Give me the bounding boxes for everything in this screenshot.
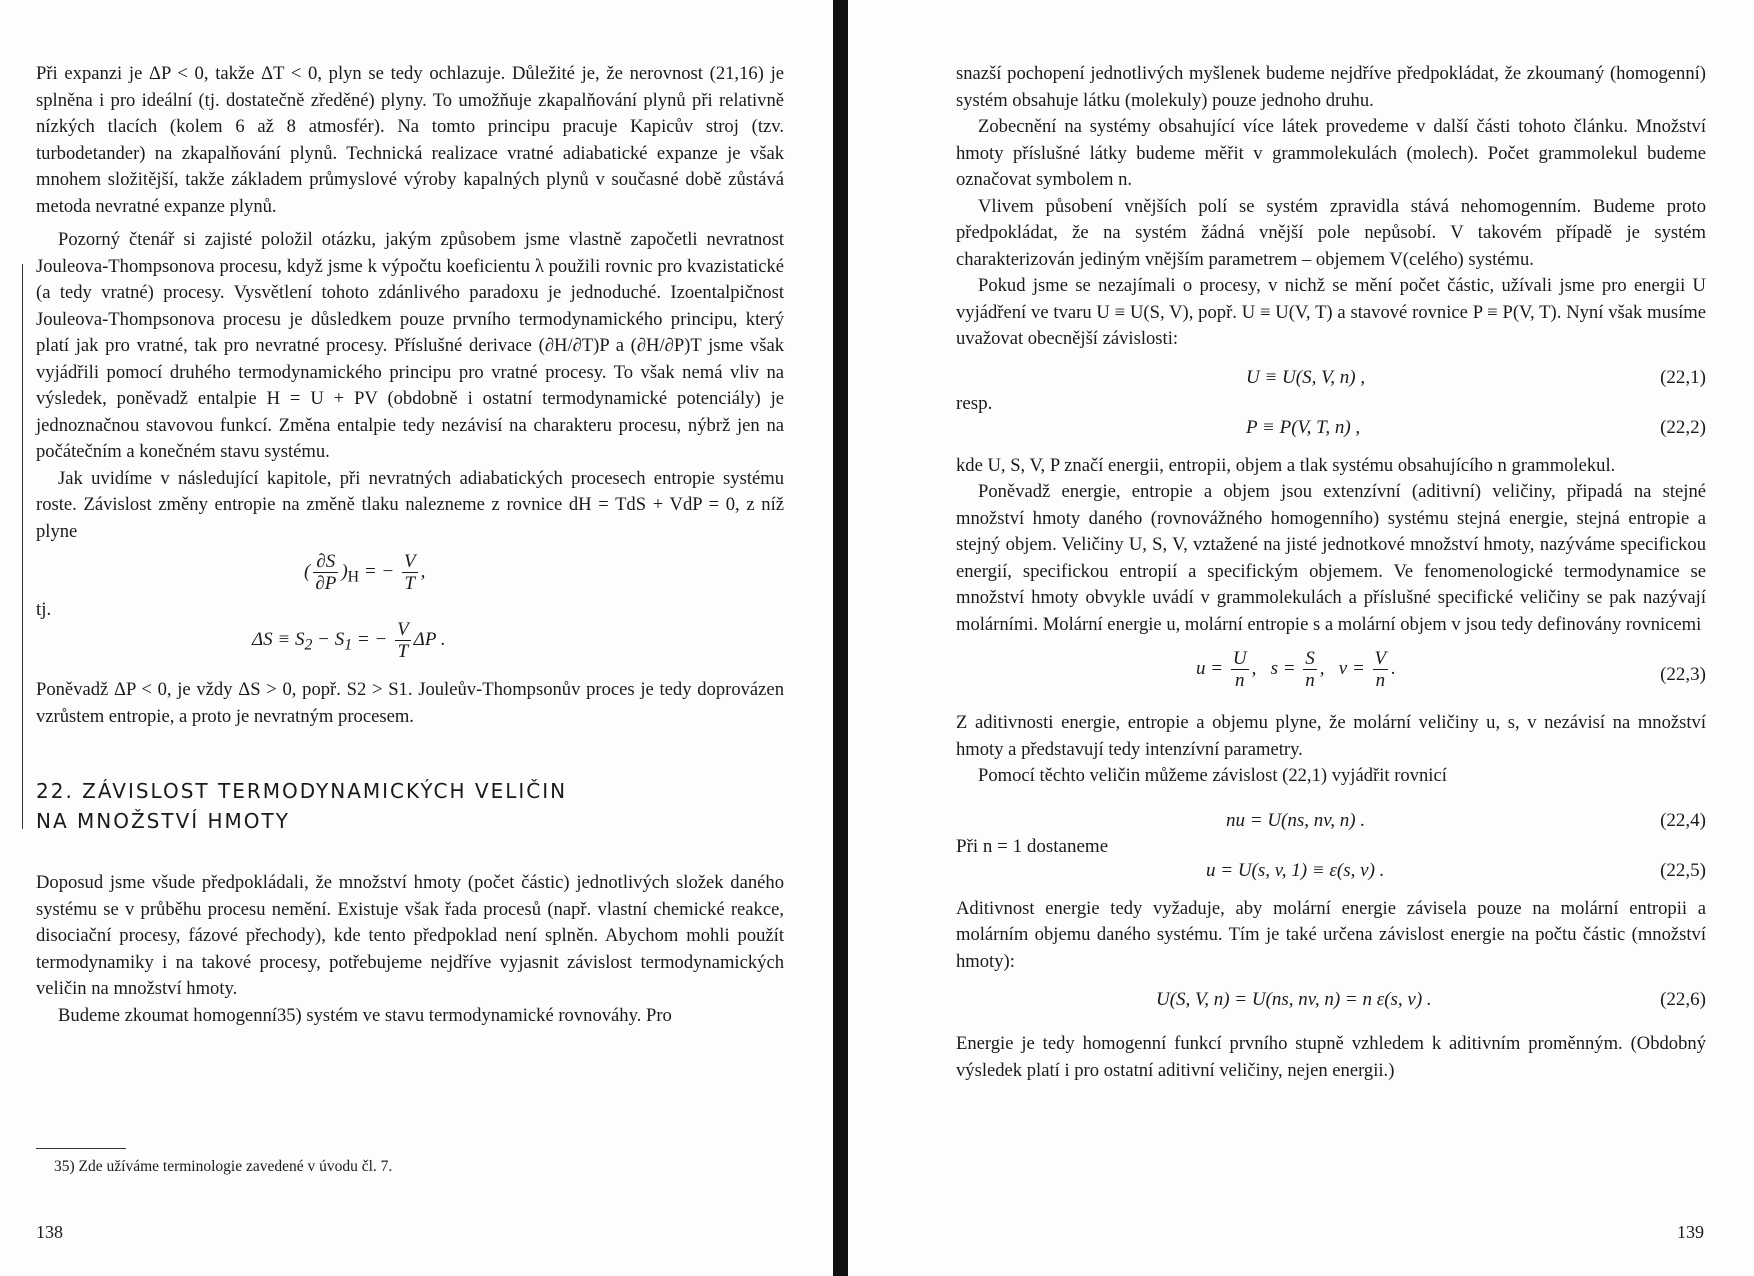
heading-line: 22. ZÁVISLOST TERMODYNAMICKÝCH VELIČIN xyxy=(36,779,568,803)
paragraph: Zobecnění na systémy obsahující více látek provedeme v další části tohoto článku. Množství hmoty příslušné látky budeme měřit v grammolekulách (molech). Počet grammolekul budeme označovat symbolem n. xyxy=(956,116,1706,190)
paragraph: Jak uvidíme v následující kapitole, při nevratných adiabatických procesech entropie systému roste. Závislost změny entropie na změně tlaku nalezneme z rovnice dH = TdS + VdP = 0, z níž plyne xyxy=(36,467,784,542)
paragraph: Pokud jsme se nezajímali o procesy, v nichž se mění počet částic, užívali jsme pro energii U vyjádření ve tvaru U ≡ U(S, V), popř. U ≡ U(V, T) a stavové rovnice P ≡ P(V, T). Nyní však musíme uvažovat obecnější závislosti: xyxy=(956,275,1706,349)
paragraph: Energie je tedy homogenní funkcí prvního stupně vzhledem k aditivním proměnným. (Obdobný výsledek platí i pro ostatní aditivní veličiny, nejen energii.) xyxy=(956,1033,1706,1081)
paragraph: Při expanzi je ΔP < 0, takže ΔT < 0, plyn se tedy ochlazuje. Důležité je, že nerovnost (21,16) je splněna i pro ideální (tj. dostatečně zředěné) plyny. To umožňuje zkapalňování plynů při relativně nízkých tlacích (kolem 6 až 8 atmosfér). Na tomto principu pracuje Kapicův stroj (tzv. turbodetander) na zkapalňování plynů. Technická realizace vratné adiabatické expanze je však mnohem složitější, takže základem průmyslové výroby kapalných plynů v současné době zůstává metoda nevratné expanze plynů. xyxy=(36,63,784,217)
pri-n-label: Při n = 1 dostaneme xyxy=(956,835,1109,857)
equation-number: (22,1) xyxy=(1660,366,1706,388)
equation-22-1 xyxy=(956,353,1706,403)
footnote-rule xyxy=(36,1148,126,1149)
paragraph: Poněvadž ΔP < 0, je vždy ΔS > 0, popř. S2 > S1. Jouleův-Thompsonův proces je tedy doprovázen vzrůstem entropie, a proto je nevratným procesem. xyxy=(36,679,784,727)
equation-delta-s: tj. $\Delta S \equiv S_2 - S_1$ = − $\frac{V}{T}$ ΔP . xyxy=(36,599,446,662)
equation-22-3: u = $\frac{U}{n}$ , s = $\frac{S}{n}$ , v = $\frac{V}{n}$ . (22,3) xyxy=(1196,648,1706,691)
equation-text: u = U(s, v, 1) ≡ ε(s, v) . xyxy=(1206,859,1385,881)
equation-22-6 xyxy=(956,975,1706,1031)
equation-number: (22,4) xyxy=(1660,809,1706,831)
right-page xyxy=(848,0,1754,1276)
paragraph: snazší pochopení jednotlivých myšlenek budeme nejdříve předpokládat, že zkoumaný (homogenní) systém obsahuje látku (molekuly) pouze jednoho druhu. xyxy=(956,63,1706,111)
page-number: 139 xyxy=(1677,1222,1704,1242)
equation-number: (22,2) xyxy=(1660,416,1706,438)
equation-number: (22,3) xyxy=(1660,664,1706,685)
left-page xyxy=(0,0,833,1276)
footnote: 35) Zde užíváme terminologie zavedené v úvodu čl. 7. xyxy=(54,1158,393,1175)
paragraph: Pomocí těchto veličin můžeme závislost (22,1) vyjádřit rovnicí xyxy=(978,765,1447,786)
margin-bar xyxy=(22,264,23,829)
equation-number: (22,6) xyxy=(1660,989,1706,1010)
equation-number: (22,5) xyxy=(1660,859,1706,881)
equation-text: U ≡ U(S, V, n) , xyxy=(1246,366,1366,388)
equation-entropy-derivative: ( $\frac{\partial S}{\partial P}$ )$_H$ = − $\frac{V}{T}$ , xyxy=(304,551,426,594)
page-number: 138 xyxy=(36,1222,63,1242)
paragraph: kde U, S, V, P značí energii, entropii, objem a tlak systému obsahujícího n grammolekul. xyxy=(956,454,1616,476)
resp-label: resp. xyxy=(956,392,993,414)
paragraph: Poněvadž energie, entropie a objem jsou extenzívní (aditivní) veličiny, připadá na stejné množství hmoty daného (rovnovážného homogenního) systému stejná energie, stejná entropie a stejný objem. Veličiny U, S, V, vztažené na jisté jednotkové množství hmoty, nazýváme specifickou energií, specifickou entropií a specifickým objemem. Ve fenomenologické termodynamice se množství hmoty obvykle uvádí v grammolekulách a příslušné specifické veličiny se pak nazývají molárními. Molární energie u, molární entropie s a molární objem v jsou tedy definovány rovnicemi xyxy=(956,481,1706,635)
paragraph: Budeme zkoumat homogenní35) systém ve stavu termodynamické rovnováhy. Pro xyxy=(58,1004,672,1026)
section-heading xyxy=(36,776,784,836)
tj-label: tj. xyxy=(36,599,52,620)
right-column xyxy=(956,61,1706,1084)
paragraph: Aditivnost energie tedy vyžaduje, aby molární energie závisela pouze na molární entropii a molárním objemu daného systému. Tím je také určena závislost energie na počtu částic (množství hmoty): xyxy=(956,897,1706,972)
book-gutter xyxy=(833,0,848,1276)
paragraph: Doposud jsme všude předpokládali, že množství hmoty (počet částic) jednotlivých složek daného systému se v průběhu procesu nemění. Existuje však řada procesů (např. vlastní chemické reakce, disociační procesy, fázové přechody), kde tento předpoklad není splněn. Abychom mohli použít termodynamiky i na takové procesy, potřebujeme nejdříve vyjasnit závislost termodynamických veličin na množství hmoty. xyxy=(36,872,784,999)
left-column xyxy=(36,61,784,1029)
paragraph: Vlivem působení vnějších polí se systém zpravidla stává nehomogenním. Budeme proto předpokládat, že na systém žádná vnější pole nepůsobí. V takovém případě je systém charakterizován jediným vnějším parametrem – objemem V(celého) systému. xyxy=(956,195,1706,270)
equation-22-2 xyxy=(956,392,1706,453)
equation-text: P ≡ P(V, T, n) , xyxy=(1246,416,1361,438)
equation-text: nu = U(ns, nv, n) . xyxy=(1226,809,1366,831)
equation-text: U(S, V, n) = U(ns, nv, n) = n ε(s, v) . xyxy=(1156,989,1432,1010)
heading-line: NA MNOŽSTVÍ HMOTY xyxy=(36,809,290,833)
paragraph: Z aditivnosti energie, entropie a objemu plyne, že molární veličiny u, s, v nezávisí na množství hmoty a představují tedy intenzívní parametry. xyxy=(956,712,1706,760)
paragraph: Pozorný čtenář si zajisté položil otázku, jakým způsobem jsme vlastně započetli nevratnost Jouleova-Thompsonova procesu, když jsme k výpočtu koeficientu λ použili rovnic pro kvazistatické (a tedy vratné) procesy. Vysvětlení tohoto zdánlivého paradoxu je jednoduché. Izoentalpičnost Jouleova-Thompsonova procesu je důsledkem pouze prvního termodynamického principu, který platí jak pro vratné, tak pro nevratné procesy. Příslušné derivace (∂H/∂T)P a (∂H/∂P)T jsme však vyjádřili pomocí druhého termodynamického principu pro vratné procesy. To však nemá vliv na výsledek, poněvadž entalpie H = U + PV (obdobně i ostatní termodynamické potenciály) je jednoznačnou stavovou funkcí. Změna entalpie tedy nezávisí na charakteru procesu, nýbrž jen na počátečním a konečném stavu systému. xyxy=(36,229,784,462)
equation-22-5 xyxy=(956,835,1706,896)
